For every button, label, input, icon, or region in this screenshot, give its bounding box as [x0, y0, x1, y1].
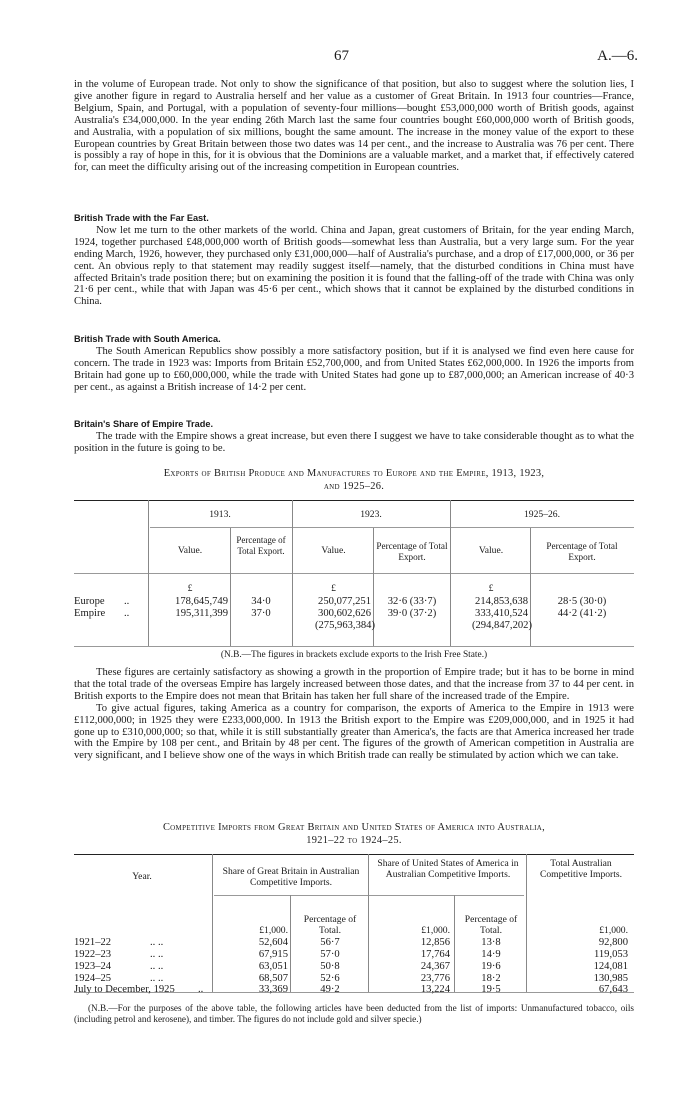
row-year: July to December, 1925: [74, 984, 175, 995]
currency-mark: £: [488, 583, 494, 594]
table2-unit: £1,000.: [259, 925, 288, 936]
table-cell: 52·6: [320, 973, 340, 984]
table-cell: 250,077,251: [318, 596, 371, 607]
section-heading: British Trade with South America.: [74, 334, 221, 344]
table-cell: 333,410,524: [475, 608, 528, 619]
page-header: [0, 48, 700, 68]
table-cell: 178,645,749: [175, 596, 228, 607]
table-cell: 12,856: [420, 937, 450, 948]
table1-year-1913: 1913.: [209, 509, 231, 520]
leader-dots: .. ..: [150, 961, 164, 972]
leader-dots: .. ..: [150, 937, 164, 948]
table2-sub-rule: [214, 895, 524, 896]
table2-divider: [212, 854, 213, 992]
table-cell: 214,853,638: [475, 596, 528, 607]
section-far-east: [74, 213, 634, 308]
table1-col-pct: Percentage of Total Export.: [236, 535, 286, 556]
table1-bottom-rule: [74, 646, 634, 647]
section-text: Now let me turn to the other markets of the world. China and Japan, great customers of Britain, for the year ending March, 1924, together purchased £48,000,000 worth of British goods—somewhat less than Australia, but a very large sum. For the year ending March, 1926, however, they purchased only £31,000,000—half of Australia's purchase, and a drop of £17,000,000, or 36 per cent. An obvious reply to that statement may readily suggest itself—namely, that the disturbed conditions in China must have affected Britain's trade position there; but on examining the position it is found that the falling-off of the trade with China was only 21·6 per cent., while that with Japan was 45·6 per cent., which shows that it cannot be explained by the disturbed conditions in China.: [74, 224, 634, 308]
table1-col-value: Value.: [321, 545, 346, 556]
table1-year-1923: 1923.: [360, 509, 382, 520]
section-empire-share: [74, 419, 634, 455]
table1-header-rule: [74, 573, 634, 574]
table-cell: 49·2: [320, 984, 340, 995]
row-year: 1921–22: [74, 937, 112, 948]
table-row-label: Empire: [74, 608, 106, 619]
table-cell: 17,764: [420, 949, 450, 960]
table-cell: 130,985: [593, 973, 628, 984]
table2-divider: [526, 854, 527, 992]
section-text: The trade with the Empire shows a great increase, but even there I suggest we have to take considerable thought as to what the position in the future is going to be.: [74, 430, 634, 454]
table2-divider: [290, 895, 291, 992]
table2-unit: £1,000.: [599, 925, 628, 936]
leader-dots: ..: [124, 608, 130, 619]
table1-divider: [450, 500, 451, 646]
table-cell: 37·0: [251, 608, 271, 619]
table-cell: 28·5 (30·0): [557, 596, 607, 607]
currency-mark: £: [331, 583, 336, 594]
table-cell: 32·6 (33·7): [387, 596, 437, 607]
row-year: 1922–23: [74, 949, 112, 960]
table1-col-value: Value.: [177, 545, 203, 556]
leader-dots: .. ..: [150, 949, 164, 960]
table-cell: 119,053: [593, 949, 628, 960]
table-cell: 13·8: [481, 937, 501, 948]
table-cell: 63,051: [258, 961, 288, 972]
table2-col-total: Total Australian Competitive Imports.: [539, 858, 623, 880]
table-cell: 124,081: [593, 961, 628, 972]
table2-col-year: Year.: [132, 871, 152, 882]
table1-note: (N.B.—The figures in brackets exclude exports to the Irish Free State.): [220, 650, 488, 660]
table-cell: 13,224: [420, 984, 450, 995]
table-cell: 50·8: [320, 961, 340, 972]
table-cell: (294,847,202): [471, 620, 532, 631]
table-cell: 18·2: [481, 973, 501, 984]
table2-top-rule: [74, 854, 634, 855]
section-south-america: [74, 334, 634, 394]
table-cell: 39·0 (37·2): [387, 608, 437, 619]
table1-divider: [230, 528, 231, 646]
table-cell: 52,604: [258, 937, 288, 948]
table2-caption: Competitive Imports from Great Britain and United States of America into Australia, 1921–22 to 1924–25.: [162, 822, 546, 846]
table-cell: 23,776: [420, 973, 450, 984]
document-reference: A.—6.: [597, 48, 638, 64]
table2-note: (N.B.—For the purposes of the above table, the following articles have been deducted from the list of imports: Unmanufactured tobacco, oils (including petrol and kerosene), and timber. The figures do not include gold and silver specie.): [74, 1003, 634, 1024]
leader-dots: .. ..: [150, 973, 164, 984]
table-cell: 56·7: [320, 937, 340, 948]
table-cell: 57·0: [320, 949, 340, 960]
table2-unit: £1,000.: [421, 925, 450, 936]
table-cell: 33,369: [258, 984, 288, 995]
table1-col-pct: Percentage of Total Export.: [376, 541, 448, 562]
table1-year-1925: 1925–26.: [524, 509, 560, 520]
table2-divider: [454, 895, 455, 992]
table2-col-pct: Percentage of Total.: [303, 914, 357, 936]
currency-mark: £: [187, 583, 193, 594]
table2-col-gb: Share of Great Britain in Australian Competitive Imports.: [222, 866, 360, 888]
para-after-table1: These figures are certainly satisfactory as showing a growth in the proportion of Empire trade; but it has to be borne in mind that the total trade of the overseas Empire has largely increased between those dates, and that the increase from 37 to 44 per cent. in British exports to the Empire does not mean that Britain has taken her full share of the increased trade of the Empire. To give actual figures, taking America as a country for comparison, the exports of America to the Empire in 1913 were £112,000,000; in 1925 they were £233,000,000. In 1913 the British export to the Empire was £209,000,000, and in 1925 it had gone up to £310,000,000; so that, while it is still substantially greater than America's, the facts are that America increased her trade with the Empire by 108 per cent., and Britain by 48 per cent. The figures of the growth of American competition in Australia are very significant, and I believe show one of the ways in which British trade can really be stimulated by action which we can take.: [74, 667, 634, 762]
table-cell: 67,643: [598, 984, 628, 995]
table-cell: 19·6: [481, 961, 501, 972]
row-year: 1923–24: [74, 961, 112, 972]
table-cell: (275,963,384): [314, 620, 375, 631]
table1-top-rule: [74, 500, 634, 501]
table-cell: 195,311,399: [175, 608, 228, 619]
table1-divider: [292, 500, 293, 646]
section-text: The South American Republics show possibly a more satisfactory position, but if it is analysed we find even here cause for concern. The trade in 1923 was: Imports from Britain £52,700,000, and from United States £62,000,000. In 1926 the imports from Britain had gone up to £60,000,000, while the trade with United States had gone up to £87,000,000; an American increase of 40·3 per cent., as against a British increase of 14·2 per cent.: [74, 345, 634, 393]
leader-dots: ..: [124, 596, 130, 607]
intro-paragraph: in the volume of European trade. Not only to show the significance of that position, but also to suggest where the solution lies, I give another figure in regard to Australia herself and her value as a customer of Great Britain. In 1913 four countries—France, Belgium, Spain, and Portugal, with a population of seventy-four millions—bought £53,000,000 worth of British goods, against Australia's £34,000,000. In the year ending 26th March last the same four countries bought £60,000,000 worth of British goods, and Australia, with a population of six millions, bought the same amount. The increase in the money value of the export to these European countries by Great Britain between those two dates was 14 per cent., and the increase to Australia was 76 per cent. There is possibly a ray of hope in this, for it is obvious that the Dominions are a valuable market, and a market that, if effectively catered for, can meet the difficulty arising out of the increasing competition in European countries.: [74, 79, 634, 174]
table2-divider: [368, 854, 369, 992]
section-heading: British Trade with the Far East.: [74, 213, 209, 223]
table1-col-pct: Percentage of Total Export.: [546, 541, 618, 562]
page-number: 67: [334, 48, 349, 64]
table1-col-value: Value.: [478, 545, 504, 556]
table-cell: 68,507: [258, 973, 288, 984]
table1-year-rule: [150, 527, 634, 528]
table2-col-pct: Percentage of Total.: [464, 914, 518, 936]
leader-dots: ..: [198, 984, 204, 995]
table-cell: 24,367: [420, 961, 450, 972]
table-cell: 44·2 (41·2): [557, 608, 607, 619]
table-row-label: Europe: [74, 596, 105, 607]
section-heading: Britain's Share of Empire Trade.: [74, 419, 214, 429]
table-cell: 34·0: [251, 596, 271, 607]
table-cell: 92,800: [598, 937, 628, 948]
table-cell: 19·5: [481, 984, 501, 995]
table-cell: 14·9: [481, 949, 501, 960]
table1-divider: [148, 500, 149, 646]
table2-col-us: Share of United States of America in Australian Competitive Imports.: [377, 858, 519, 880]
table-cell: 300,602,626: [318, 608, 371, 619]
table1-caption: Exports of British Produce and Manufactures to Europe and the Empire, 1913, 1923, and 1925–26.: [163, 468, 545, 492]
table-cell: 67,915: [258, 949, 288, 960]
row-year: 1924–25: [74, 973, 112, 984]
